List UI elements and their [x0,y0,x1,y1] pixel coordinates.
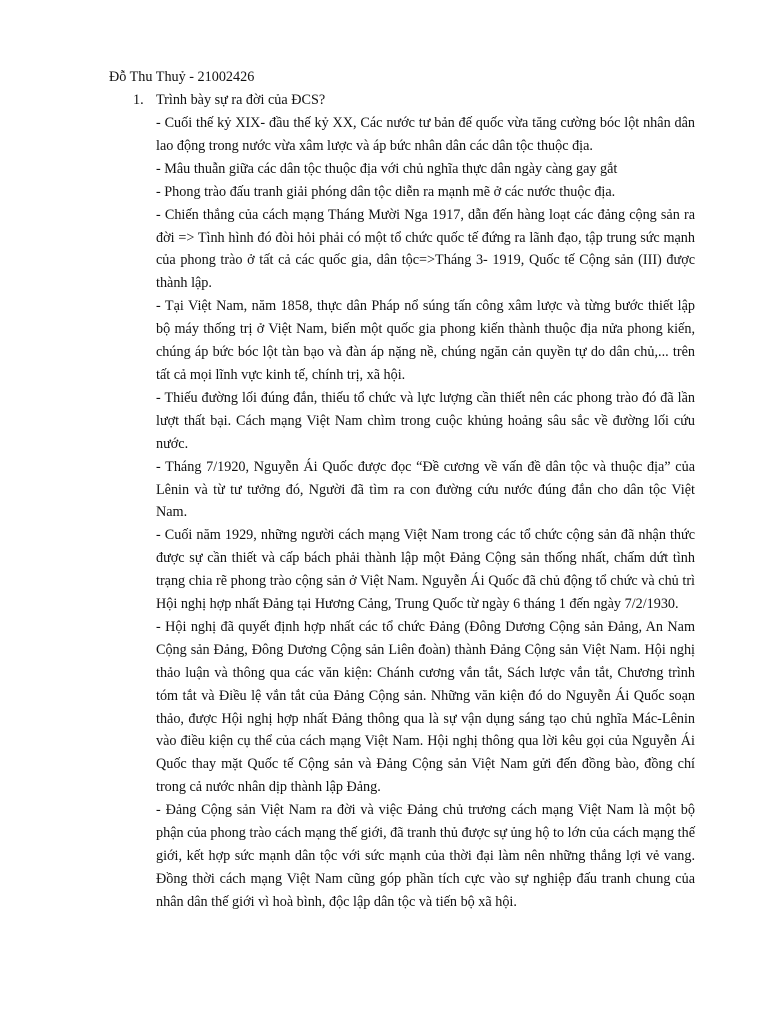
author-line: Đỗ Thu Thuỷ - 21002426 [109,69,255,85]
paragraph: - Chiến thắng của cách mạng Tháng Mười Nga 1917, dẫn đến hàng loạt các đảng cộng sản ra đời => Tình hình đó đòi hỏi phải có một tổ chức quốc tế đứng ra lãnh đạo, tập trung sức mạnh của phong trào ở tất cả các quốc gia, dân tộc=>Tháng 3- 1919, Quốc tế Cộng sản (III) được thành lập. [156,206,695,292]
question-number: 1. [133,92,144,108]
paragraph: - Tại Việt Nam, năm 1858, thực dân Pháp nổ súng tấn công xâm lược và từng bước thiết lập bộ máy thống trị ở Việt Nam, biến một quốc gia phong kiến thành thuộc địa nửa phong kiến, chúng áp bức bóc lột tàn bạo và đàn áp nặng nề, chúng ngăn cản quyền tự do dân chủ,... trên tất cả mọi lĩnh vực kinh tế, chính trị, xã hội. [156,298,695,383]
paragraph: - Hội nghị đã quyết định hợp nhất các tổ chức Đảng (Đông Dương Cộng sản Đảng, An Nam Cộng sản Đảng, Đông Dương Cộng sản Liên đoàn) thành Đảng Cộng sản Việt Nam. Hội nghị thảo luận và thông qua các văn kiện: Chánh cương vắn tắt, Sách lược vắn tắt, Chương trình tóm tắt và Điều lệ vắn tắt của Đảng Cộng sản. Những văn kiện đó do Nguyễn Ái Quốc soạn thảo, được Hội nghị hợp nhất Đảng thông qua là sự vận dụng sáng tạo chủ nghĩa Mác-Lênin vào điều kiện cụ thể của cách mạng Việt Nam. Hội nghị thông qua lời kêu gọi của Nguyễn Ái Quốc thay mặt Quốc tế Cộng sản và Đảng Cộng sản Việt Nam gửi đến đồng bào, đồng chí trong cả nước nhân dịp thành lập Đảng. [156,618,695,796]
paragraph: - Cuối năm 1929, những người cách mạng Việt Nam trong các tổ chức cộng sản đã nhận thức được sự cần thiết và cấp bách phải thành lập một Đảng Cộng sản thống nhất, chấm dứt tình trạng chia rẽ phong trào cộng sản ở Việt Nam. Nguyễn Ái Quốc đã chủ động tổ chức và chủ trì Hội nghị hợp nhất Đảng tại Hương Cảng, Trung Quốc từ ngày 6 tháng 1 đến ngày 7/2/1930. [156,527,695,613]
paragraph: - Đảng Cộng sản Việt Nam ra đời và việc Đảng chủ trương cách mạng Việt Nam là một bộ phận của phong trào cách mạng thế giới, đã tranh thủ được sự ủng hộ to lớn của cách mạng thế giới, kết hợp sức mạnh dân tộc với sức mạnh của thời đại làm nên những thắng lợi vẻ vang. Đồng thời cách mạng Việt Nam cũng góp phần tích cực vào sự nghiệp đấu tranh chung của nhân dân thế giới vì hoà bình, độc lập dân tộc và tiến bộ xã hội. [156,802,695,910]
paragraph: - Thiếu đường lối đúng đắn, thiếu tổ chức và lực lượng cần thiết nên các phong trào đó đã lần lượt thất bại. Cách mạng Việt Nam chìm trong cuộc khủng hoảng sâu sắc về đường lối cứu nước. [156,389,695,452]
paragraph: - Phong trào đấu tranh giải phóng dân tộc diễn ra mạnh mẽ ở các nước thuộc địa. [156,183,616,200]
question-text: Trình bày sự ra đời của ĐCS? [156,92,326,108]
answer-body [156,112,695,914]
paragraph: - Mâu thuẫn giữa các dân tộc thuộc địa với chủ nghĩa thực dân ngày càng gay gắt [156,160,618,177]
question-heading [133,90,325,110]
paragraph: - Cuối thế kỷ XIX- đầu thế kỷ XX, Các nước tư bản đế quốc vừa tăng cường bóc lột nhân dân lao động trong nước vừa xâm lược và áp bức nhân dân các dân tộc thuộc địa. [156,115,695,154]
paragraph: - Tháng 7/1920, Nguyễn Ái Quốc được đọc “Đề cương về vấn đề dân tộc và thuộc địa” của Lênin và từ tư tưởng đó, Người đã tìm ra con đường cứu nước đúng đắn cho dân tộc Việt Nam. [156,458,695,521]
